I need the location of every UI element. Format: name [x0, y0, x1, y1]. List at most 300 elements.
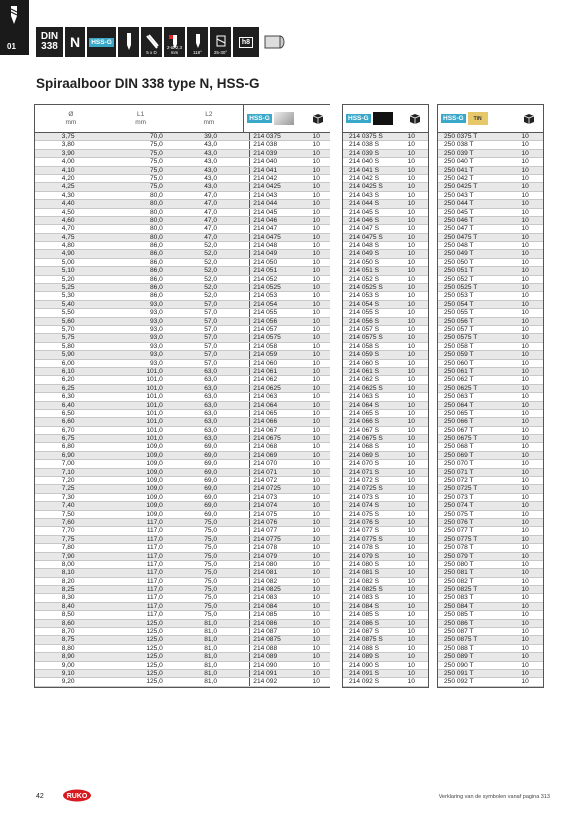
article-number-cell: 214 049: [249, 250, 307, 257]
spacer: [163, 360, 195, 367]
pack-quantity-cell: 10: [407, 586, 415, 594]
l1-cell: 117,0: [146, 552, 163, 560]
article-number-cell: 214 054: [249, 301, 307, 308]
diameter-cell: 3,75: [61, 133, 75, 140]
spacer: [75, 670, 102, 677]
spacer: [163, 167, 195, 174]
l2-cell: 52,0: [204, 242, 218, 250]
spacer: [75, 351, 102, 358]
pack-quantity-cell: 10: [312, 426, 320, 434]
table-header-tin: [437, 104, 544, 133]
pack-quantity-cell: 10: [521, 158, 529, 166]
spacer: [75, 628, 102, 635]
spacer: [217, 645, 249, 652]
l1-cell: 117,0: [146, 535, 163, 543]
l2-cell: 75,0: [204, 586, 218, 594]
table-row: [343, 561, 428, 569]
column-l1-unit: mm: [135, 118, 147, 126]
spacer: [75, 561, 102, 568]
l2-cell: 52,0: [204, 275, 218, 283]
table-row: [35, 351, 330, 359]
l1-cell: 101,0: [146, 401, 163, 409]
article-number-cell: 214 067: [249, 427, 307, 434]
article-number-cell: 214 0475: [249, 234, 307, 241]
article-number-cell: 214 0875: [249, 636, 307, 643]
chapter-number: 01: [7, 42, 16, 51]
diameter-cell: 8,40: [61, 602, 75, 610]
table-row: [438, 670, 543, 678]
spacer: [75, 662, 102, 669]
pack-quantity-cell: 10: [407, 292, 415, 300]
article-number-cell: 250 0475 T: [444, 233, 478, 241]
spacer: [163, 141, 195, 148]
table-row: [343, 150, 428, 158]
article-number-cell: 214 050: [249, 259, 307, 266]
ruko-logo: [62, 789, 92, 802]
l2-cell: 69,0: [204, 451, 218, 459]
pack-quantity-cell: 10: [312, 535, 320, 543]
table-row: [438, 443, 543, 451]
din-number: 338: [41, 41, 58, 52]
spacer: [75, 452, 102, 459]
pack-quantity-cell: 10: [521, 602, 529, 610]
article-number-cell: 214 049 S: [349, 250, 380, 258]
pack-quantity-cell: 10: [407, 560, 415, 568]
spacer: [217, 301, 249, 308]
pack-quantity-cell: 10: [521, 628, 529, 636]
l2-cell: 81,0: [204, 670, 218, 677]
article-number-cell: 214 092 S: [349, 678, 380, 686]
spacer: [75, 183, 102, 190]
pack-quantity-cell: 10: [312, 208, 320, 216]
table-row: [35, 410, 330, 418]
product-table-black: [342, 104, 429, 688]
l2-cell: 69,0: [204, 485, 218, 493]
table-row: [35, 628, 330, 636]
pack-quantity-cell: 10: [312, 653, 320, 661]
table-row: [343, 527, 428, 535]
l2-cell: 47,0: [204, 233, 218, 241]
table-row: [438, 477, 543, 485]
spacer: [75, 569, 102, 576]
spacer: [217, 418, 249, 425]
article-number-cell: 214 043: [249, 192, 307, 199]
article-number-cell: 250 046 T: [444, 216, 474, 224]
table-row: [438, 427, 543, 435]
pack-quantity-cell: 10: [521, 208, 529, 216]
table-row: [438, 351, 543, 359]
l2-cell: 47,0: [204, 208, 218, 216]
table-row: [343, 435, 428, 443]
pack-quantity-cell: 10: [407, 166, 415, 174]
table-body-black: [342, 133, 429, 688]
spacer: [163, 519, 195, 526]
article-number-cell: 250 067 T: [444, 426, 474, 434]
table-row: [35, 326, 330, 334]
shank-icon: [261, 27, 287, 57]
pack-quantity-cell: 10: [521, 225, 529, 233]
article-number-cell: 250 045 T: [444, 208, 474, 216]
diameter-cell: 6,90: [61, 451, 75, 459]
l2-cell: 75,0: [204, 518, 218, 526]
pack-quantity-cell: 10: [312, 258, 320, 266]
table-row: [343, 544, 428, 552]
diameter-cell: 8,70: [61, 628, 75, 636]
article-number-cell: 214 046 S: [349, 216, 380, 224]
l1-cell: 80,0: [149, 216, 163, 224]
table-row: [438, 209, 543, 217]
spacer: [75, 645, 102, 652]
spacer: [217, 175, 249, 182]
article-number-cell: 250 088 T: [444, 644, 474, 652]
spacer: [217, 460, 249, 467]
pack-quantity-cell: 10: [407, 477, 415, 485]
spacer: [163, 603, 195, 610]
table-row: [343, 250, 428, 258]
helix-angle-icon: [210, 27, 231, 57]
table-row: [438, 167, 543, 175]
spacer: [217, 670, 249, 677]
l1-cell: 117,0: [146, 560, 163, 568]
l2-cell: 63,0: [204, 376, 218, 384]
spacer: [75, 678, 102, 685]
table-row: [343, 376, 428, 384]
pack-quantity-cell: 10: [521, 502, 529, 510]
table-row: [35, 301, 330, 309]
article-number-cell: 250 0675 T: [444, 435, 478, 443]
pack-quantity-cell: 10: [521, 292, 529, 300]
l1-cell: 101,0: [146, 367, 163, 375]
article-number-cell: 250 0525 T: [444, 284, 478, 292]
spacer: [75, 460, 102, 467]
spacer: [75, 133, 102, 140]
pack-quantity-cell: 10: [521, 661, 529, 669]
article-number-cell: 214 057 S: [349, 325, 380, 333]
article-number-cell: 250 048 T: [444, 242, 474, 250]
pack-quantity-cell: 10: [312, 560, 320, 568]
table-row: [343, 301, 428, 309]
table-row: [35, 200, 330, 208]
article-number-cell: 250 057 T: [444, 325, 474, 333]
l1-cell: 117,0: [146, 569, 163, 577]
pack-quantity-cell: 10: [312, 586, 320, 594]
pack-quantity-cell: 10: [407, 242, 415, 250]
l2-cell: 69,0: [204, 443, 218, 451]
l2-cell: 57,0: [204, 342, 218, 350]
spacer: [163, 351, 195, 358]
pack-quantity-cell: 10: [407, 552, 415, 560]
table-row: [438, 242, 543, 250]
pack-quantity-cell: 10: [521, 325, 529, 333]
spacer: [75, 360, 102, 367]
tin-coating-swatch: TiN: [468, 112, 488, 125]
diameter-cell: 4,90: [61, 250, 75, 258]
table-row: [35, 594, 330, 602]
article-number-cell: 250 044 T: [444, 200, 474, 208]
table-row: [438, 276, 543, 284]
pack-quantity-cell: 10: [312, 342, 320, 350]
article-number-cell: 214 082: [249, 578, 307, 585]
pack-quantity-cell: 10: [407, 409, 415, 417]
pack-quantity-cell: 10: [407, 644, 415, 652]
diameter-cell: 7,20: [61, 477, 75, 485]
table-row: [343, 175, 428, 183]
spacer: [75, 276, 102, 283]
diameter-cell: 6,50: [61, 409, 75, 417]
pack-quantity-cell: 10: [521, 451, 529, 459]
table-row: [438, 511, 543, 519]
l2-cell: 57,0: [204, 300, 218, 308]
table-row: [343, 620, 428, 628]
table-row: [438, 494, 543, 502]
table-row: [35, 158, 330, 166]
pack-quantity-cell: 10: [312, 485, 320, 493]
spacer: [75, 594, 102, 601]
pack-quantity-cell: 10: [312, 577, 320, 585]
spacer: [163, 284, 195, 291]
finish-badge: HSS-G: [443, 115, 464, 122]
table-row: [343, 192, 428, 200]
article-number-cell: 214 0825: [249, 586, 307, 593]
pack-quantity-cell: 10: [521, 401, 529, 409]
pack-quantity-cell: 10: [521, 426, 529, 434]
pack-quantity-cell: 10: [407, 661, 415, 669]
article-number-cell: 214 057: [249, 326, 307, 333]
table-row: [35, 502, 330, 510]
pack-quantity-cell: 10: [312, 393, 320, 401]
column-diameter: [35, 111, 107, 127]
article-number-cell: 250 0575 T: [444, 334, 478, 342]
table-row: [438, 402, 543, 410]
diameter-cell: 8,60: [61, 619, 75, 627]
spacer: [163, 527, 195, 534]
column-l1-name: L1: [137, 110, 145, 118]
pack-quantity-cell: 10: [407, 619, 415, 627]
spacer: [163, 368, 195, 375]
pack-quantity-cell: 10: [521, 367, 529, 375]
pack-quantity-cell: 10: [407, 502, 415, 510]
article-number-cell: 214 0425: [249, 183, 307, 190]
table-row: [35, 242, 330, 250]
l2-cell: 81,0: [204, 678, 218, 686]
l2-cell: 52,0: [204, 250, 218, 258]
l2-cell: 81,0: [204, 653, 218, 661]
pack-quantity-cell: 10: [521, 670, 529, 677]
diameter-cell: 9,00: [61, 661, 75, 669]
pack-quantity-cell: 10: [407, 418, 415, 426]
diameter-cell: 5,00: [61, 258, 75, 266]
din-label: DIN: [40, 31, 59, 42]
l2-cell: 63,0: [204, 418, 218, 426]
pack-quantity-cell: 10: [521, 636, 529, 644]
table-row: [35, 133, 330, 141]
pack-quantity-cell: 10: [312, 502, 320, 510]
l1-cell: 117,0: [146, 544, 163, 552]
diameter-cell: 8,80: [61, 644, 75, 652]
column-l2-name: L2: [205, 110, 213, 118]
table-row: [438, 569, 543, 577]
table-row: [35, 418, 330, 426]
pack-quantity-cell: 10: [407, 325, 415, 333]
table-row: [35, 494, 330, 502]
l1-cell: 86,0: [149, 284, 163, 292]
article-number-cell: 214 053 S: [349, 292, 380, 300]
article-number-cell: 250 091 T: [444, 670, 474, 677]
pack-quantity-cell: 10: [407, 443, 415, 451]
article-number-cell: 250 050 T: [444, 258, 474, 266]
pack-quantity-cell: 10: [407, 678, 415, 686]
l2-cell: 63,0: [204, 367, 218, 375]
pack-quantity-cell: 10: [521, 678, 529, 686]
table-row: [35, 553, 330, 561]
diameter-cell: 9,20: [61, 678, 75, 686]
spacer: [75, 519, 102, 526]
table-row: [35, 427, 330, 435]
spacer: [75, 343, 102, 350]
l2-cell: 43,0: [204, 174, 218, 182]
l1-cell: 75,0: [149, 141, 163, 149]
pack-quantity-cell: 10: [407, 435, 415, 443]
pack-quantity-cell: 10: [312, 359, 320, 367]
article-number-cell: 214 040 S: [349, 158, 380, 166]
table-row: [35, 150, 330, 158]
table-row: [343, 536, 428, 544]
table-row: [343, 133, 428, 141]
article-number-cell: 214 079: [249, 553, 307, 560]
table-row: [438, 678, 543, 686]
article-number-cell: 250 073 T: [444, 493, 474, 501]
table-row: [35, 435, 330, 443]
spacer: [75, 234, 102, 241]
article-number-cell: 250 089 T: [444, 653, 474, 661]
article-number-cell: 214 071: [249, 469, 307, 476]
table-row: [35, 284, 330, 292]
diameter-cell: 5,30: [61, 292, 75, 300]
article-number-cell: 214 064: [249, 402, 307, 409]
table-row: [35, 393, 330, 401]
l1-cell: 109,0: [146, 443, 163, 451]
article-number-cell: 214 041 S: [349, 166, 380, 174]
spacer: [75, 284, 102, 291]
finish-badge: HSS-G: [348, 115, 369, 122]
spacer: [75, 578, 102, 585]
spacer: [75, 427, 102, 434]
spacer: [163, 636, 195, 643]
table-row: [438, 410, 543, 418]
pack-quantity-cell: 10: [312, 644, 320, 652]
pack-quantity-cell: 10: [407, 233, 415, 241]
spacer: [75, 636, 102, 643]
table-row: [438, 183, 543, 191]
point-thinning-caption: 2-Ø 2,3 mm: [166, 45, 182, 55]
spacer: [75, 209, 102, 216]
diameter-cell: 8,30: [61, 594, 75, 602]
pack-quantity-cell: 10: [407, 670, 415, 677]
l2-cell: 75,0: [204, 552, 218, 560]
spacer: [217, 217, 249, 224]
diameter-cell: 7,70: [61, 527, 75, 535]
table-row: [438, 553, 543, 561]
table-row: [35, 175, 330, 183]
spacer: [75, 477, 102, 484]
spacer: [163, 418, 195, 425]
l2-cell: 39,0: [204, 133, 218, 140]
spacer: [75, 301, 102, 308]
article-number-cell: 214 053: [249, 292, 307, 299]
diameter-cell: 4,10: [61, 166, 75, 174]
pack-quantity-cell: 10: [407, 653, 415, 661]
l2-cell: 57,0: [204, 309, 218, 317]
article-number-cell: 214 088: [249, 645, 307, 652]
spacer: [163, 150, 195, 157]
table-row: [35, 292, 330, 300]
diameter-cell: 5,25: [61, 284, 75, 292]
article-number-cell: 214 087: [249, 628, 307, 635]
pack-quantity-cell: 10: [521, 267, 529, 275]
spacer: [75, 527, 102, 534]
l2-cell: 69,0: [204, 460, 218, 468]
package-box-icon: [402, 112, 428, 125]
spacer: [217, 183, 249, 190]
spacer: [163, 460, 195, 467]
article-number-cell: 214 060: [249, 360, 307, 367]
table-row: [343, 292, 428, 300]
table-row: [35, 368, 330, 376]
article-number-cell: 214 047 S: [349, 225, 380, 233]
spacer: [75, 368, 102, 375]
article-number-cell: 250 074 T: [444, 502, 474, 510]
pack-quantity-cell: 10: [312, 384, 320, 392]
pack-quantity-cell: 10: [521, 334, 529, 342]
article-number-cell: 214 066: [249, 418, 307, 425]
spacer: [217, 519, 249, 526]
article-number-cell: 214 090: [249, 662, 307, 669]
helix-angle-caption: 25-30°: [213, 50, 228, 55]
table-row: [343, 477, 428, 485]
article-number-cell: 214 085 S: [349, 611, 380, 619]
diameter-cell: 7,90: [61, 552, 75, 560]
pack-quantity-cell: 10: [521, 552, 529, 560]
pack-quantity-cell: 10: [407, 258, 415, 266]
article-number-cell: 214 065: [249, 410, 307, 417]
article-number-cell: 250 068 T: [444, 443, 474, 451]
spacer: [217, 469, 249, 476]
table-row: [343, 217, 428, 225]
article-number-cell: 214 074 S: [349, 502, 380, 510]
article-number-cell: 214 091: [249, 670, 307, 677]
spacer: [163, 292, 195, 299]
diameter-cell: 6,00: [61, 359, 75, 367]
l2-cell: 75,0: [204, 535, 218, 543]
article-number-cell: 250 078 T: [444, 544, 474, 552]
l1-cell: 75,0: [149, 183, 163, 191]
pack-quantity-cell: 10: [521, 393, 529, 401]
diameter-cell: 6,10: [61, 367, 75, 375]
spacer: [217, 376, 249, 383]
l1-cell: 117,0: [146, 586, 163, 594]
table-row: [438, 578, 543, 586]
pack-quantity-cell: 10: [312, 275, 320, 283]
spacer: [217, 250, 249, 257]
pack-quantity-cell: 10: [312, 468, 320, 476]
table-row: [35, 141, 330, 149]
article-number-cell: 250 077 T: [444, 527, 474, 535]
article-number-cell: 214 085: [249, 611, 307, 618]
article-number-cell: 214 042: [249, 175, 307, 182]
drilling-depth-caption: 5 x D: [146, 50, 157, 55]
spacer: [217, 225, 249, 232]
table-row: [35, 225, 330, 233]
